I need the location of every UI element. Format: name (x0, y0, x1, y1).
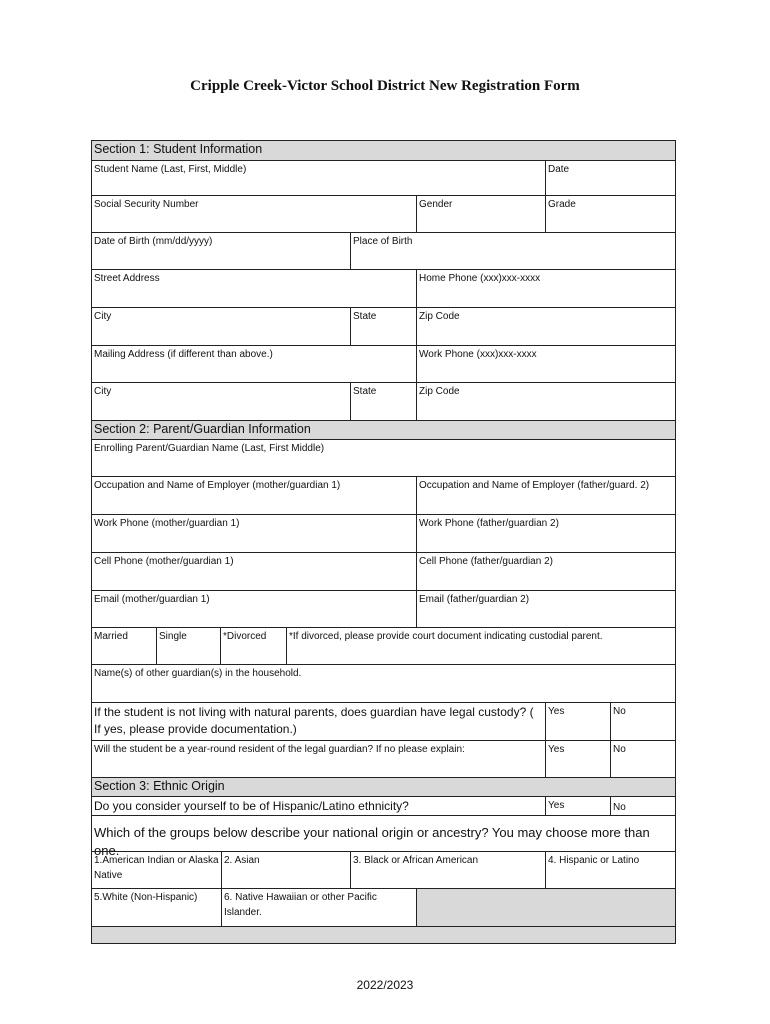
custody-no-option[interactable]: No (610, 702, 675, 740)
occupation-guardian1-field[interactable]: Occupation and Name of Employer (mother/guardian 1) (92, 476, 416, 514)
state-field[interactable]: State (350, 307, 416, 345)
city-field[interactable]: City (92, 307, 350, 345)
hispanic-question: Do you consider yourself to be of Hispanic/Latino ethnicity? (92, 796, 545, 815)
section3-header: Section 3: Ethnic Origin (92, 777, 675, 796)
pob-field[interactable]: Place of Birth (350, 232, 675, 269)
grade-field[interactable]: Grade (545, 195, 675, 232)
ancestry-question: Which of the groups below describe your national origin or ancestry? You may choose more than one. (92, 815, 675, 851)
hispanic-yes-option[interactable]: Yes (545, 796, 610, 815)
option-native-hawaiian[interactable]: 6. Native Hawaiian or other Pacific Islander. (221, 888, 416, 926)
occupation-guardian2-field[interactable]: Occupation and Name of Employer (father/guard. 2) (416, 476, 675, 514)
option-american-indian[interactable]: 1.American Indian or Alaska Native (92, 851, 221, 888)
option-black[interactable]: 3. Black or African American (350, 851, 545, 888)
section2-header: Section 2: Parent/Guardian Information (92, 420, 675, 439)
divorced-option[interactable]: *Divorced (220, 627, 286, 664)
street-address-field[interactable]: Street Address (92, 269, 416, 307)
date-field[interactable]: Date (545, 160, 675, 195)
mailing-state-field[interactable]: State (350, 382, 416, 420)
resident-no-option[interactable]: No (610, 740, 675, 777)
email-guardian2-field[interactable]: Email (father/guardian 2) (416, 590, 675, 627)
work-phone-guardian1-field[interactable]: Work Phone (mother/guardian 1) (92, 514, 416, 552)
registration-form (91, 140, 676, 944)
home-phone-field[interactable]: Home Phone (xxx)xxx-xxxx (416, 269, 675, 307)
form-title: Cripple Creek-Victor School District New Registration Form (190, 78, 580, 94)
other-guardians-field[interactable]: Name(s) of other guardian(s) in the household. (92, 664, 675, 702)
work-phone-field[interactable]: Work Phone (xxx)xxx-xxxx (416, 345, 675, 382)
blank-shaded-cell (416, 888, 675, 926)
bottom-shaded-row (92, 926, 675, 943)
resident-yes-option[interactable]: Yes (545, 740, 610, 777)
option-asian[interactable]: 2. Asian (221, 851, 350, 888)
email-guardian1-field[interactable]: Email (mother/guardian 1) (92, 590, 416, 627)
work-phone-guardian2-field[interactable]: Work Phone (father/guardian 2) (416, 514, 675, 552)
resident-question: Will the student be a year-round resident of the legal guardian? If no please explain: (92, 740, 545, 777)
dob-field[interactable]: Date of Birth (mm/dd/yyyy) (92, 232, 350, 269)
option-white[interactable]: 5.White (Non-Hispanic) (92, 888, 221, 926)
mailing-zip-field[interactable]: Zip Code (416, 382, 675, 420)
mailing-address-field[interactable]: Mailing Address (if different than above.) (92, 345, 416, 382)
section1-header: Section 1: Student Information (92, 141, 675, 160)
custody-yes-option[interactable]: Yes (545, 702, 610, 740)
enrolling-parent-field[interactable]: Enrolling Parent/Guardian Name (Last, First Middle) (92, 439, 675, 476)
option-hispanic[interactable]: 4. Hispanic or Latino (545, 851, 675, 888)
gender-field[interactable]: Gender (416, 195, 545, 232)
footer-year: 2022/2023 (356, 978, 414, 992)
divorce-note: *If divorced, please provide court document indicating custodial parent. (286, 627, 675, 664)
student-name-field[interactable]: Student Name (Last, First, Middle) (92, 160, 545, 195)
ssn-field[interactable]: Social Security Number (92, 195, 416, 232)
zip-field[interactable]: Zip Code (416, 307, 675, 345)
cell-phone-guardian1-field[interactable]: Cell Phone (mother/guardian 1) (92, 552, 416, 590)
mailing-city-field[interactable]: City (92, 382, 350, 420)
cell-phone-guardian2-field[interactable]: Cell Phone (father/guardian 2) (416, 552, 675, 590)
single-option[interactable]: Single (156, 627, 220, 664)
hispanic-no-option[interactable]: No (610, 796, 675, 815)
married-option[interactable]: Married (92, 627, 156, 664)
custody-question: If the student is not living with natural parents, does guardian have legal custody? ( If yes, please provide documentation.) (92, 702, 545, 740)
